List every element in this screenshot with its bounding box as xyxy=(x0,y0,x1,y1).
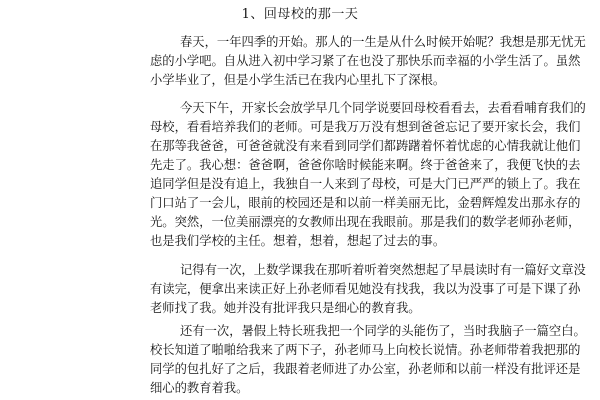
paragraph-line: 小学毕业了，但是小学生活已在我内心里扎下了深根。 xyxy=(150,73,446,87)
paragraph-1 xyxy=(150,33,586,90)
paragraph-line: 细心的教育着我。 xyxy=(150,381,249,395)
paragraph-line: 在那等我爸爸，可爸爸就没有来看到同学们都踌躇着怀着忧虑的心情我就让他们 xyxy=(150,139,581,153)
paragraph-line: 光。突然，一位美丽漂亮的女教师出现在我眼前。那是我们的数学老师孙老师， xyxy=(150,215,581,229)
paragraph-2 xyxy=(150,99,586,251)
document-title: 1、回母校的那一天 xyxy=(241,7,359,22)
paragraph-line: 也是我们学校的主任。想着，想着，想起了过去的事。 xyxy=(150,234,446,248)
paragraph-line: 门口站了一会儿，眼前的校园还是和以前一样美丽无比，金碧辉煌发出那永存的 xyxy=(150,196,581,210)
paragraph-line: 记得有一次，上数学课我在那听着听着突然想起了早晨读时有一篇好文章没 xyxy=(180,263,586,277)
paragraph-3 xyxy=(150,261,586,318)
paragraph-line: 还有一次，暑假上特长班我把一个同学的头能伤了，当时我脑子一篇空白。 xyxy=(180,324,586,338)
paragraph-line: 春天，一年四季的开始。那人的一生是从什么时候开始呢？我想是那无忧无 xyxy=(180,35,586,49)
paragraph-4 xyxy=(150,322,586,398)
paragraph-line: 虑的小学吧。自从进入初中学习紧了在也没了那快乐而幸福的小学生活了。虽然 xyxy=(150,54,581,68)
paragraph-line: 今天下午，开家长会放学早几个同学说要回母校看看去，去看看哺育我们的 xyxy=(180,101,586,115)
paragraph-line: 母校，看看培养我们的老师。可是我万万没有想到爸爸忘记了要开家长会，我们 xyxy=(150,120,581,134)
paragraph-line: 有读完，便拿出来读正好上孙老师看见她没有找我，我以为没事了可是下课了孙 xyxy=(150,282,581,296)
paragraph-line: 校长知道了啪啪给我来了两下子，孙老师马上向校长说情。孙老师带着我把那的 xyxy=(150,343,581,357)
paragraph-line: 先走了。我心想：爸爸啊，爸爸你啥时候能来啊。终于爸爸来了，我便飞快的去 xyxy=(150,158,581,172)
paragraph-line: 老师找了我。她并没有批评我只是细心的教育我。 xyxy=(150,301,421,315)
paragraph-line: 追同学但是没有追上，我独自一人来到了母校，可是大门已严严的锁上了。我在 xyxy=(150,177,581,191)
paragraph-line: 同学的包扎好了之后，我跟着老师进了办公室，孙老师和以前一样没有批评还是 xyxy=(150,362,581,376)
